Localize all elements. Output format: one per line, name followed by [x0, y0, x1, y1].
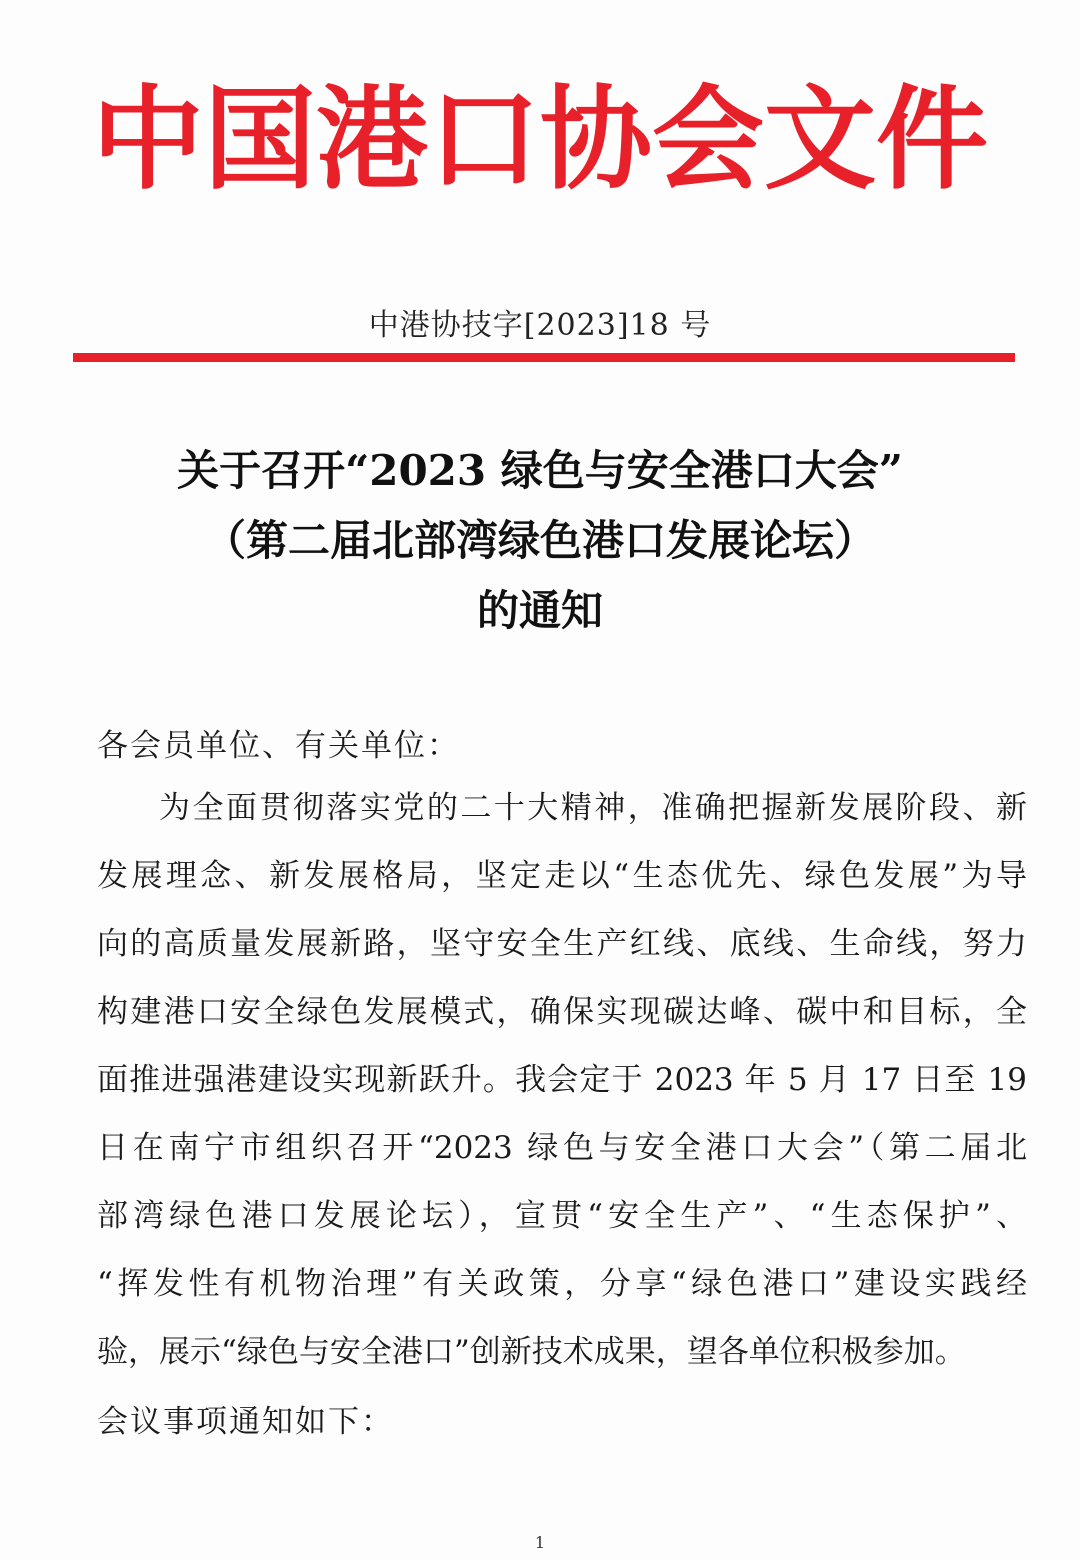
closing-line: 会议事项通知如下： [97, 1404, 394, 1440]
body-line: “挥发性有机物治理”有关政策，分享“绿色港口”建设实践经 [97, 1266, 1027, 1302]
body-line: 为全面贯彻落实党的二十大精神，准确把握新发展阶段、新 [159, 790, 1027, 826]
body-line: 向的高质量发展新路，坚守安全生产红线、底线、生命线，努力 [97, 926, 1027, 962]
body-line: 发展理念、新发展格局，坚定走以“生态优先、绿色发展”为导 [97, 858, 1027, 894]
body-line: 面推进强港建设实现新跃升。我会定于 2023 年 5 月 17 日至 19 [97, 1062, 1027, 1098]
document-number: 中港协技字[2023]18 号 [368, 308, 712, 343]
body-line: 日在南宁市组织召开“2023 绿色与安全港口大会”（第二届北 [97, 1130, 1027, 1166]
body-line: 部湾绿色港口发展论坛），宣贯“安全生产”、“生态保护”、 [97, 1198, 1027, 1234]
body-line: 构建港口安全绿色发展模式，确保实现碳达峰、碳中和目标，全 [97, 994, 1027, 1030]
notice-title [0, 436, 1080, 646]
body-paragraph [97, 774, 1027, 1386]
red-divider [73, 353, 1015, 362]
masthead-title: 中国港口协会文件 [92, 74, 988, 205]
notice-title-line-1: 关于召开“2023 绿色与安全港口大会” [177, 446, 903, 495]
salutation: 各会员单位、有关单位： [97, 728, 460, 764]
body-line: 验，展示“绿色与安全港口”创新技术成果，望各单位积极参加。 [97, 1334, 966, 1370]
page-number: 1 [534, 1533, 546, 1552]
notice-title-line-2: （第二届北部湾绿色港口发展论坛） [203, 516, 876, 565]
notice-title-line-3: 的通知 [476, 586, 603, 635]
